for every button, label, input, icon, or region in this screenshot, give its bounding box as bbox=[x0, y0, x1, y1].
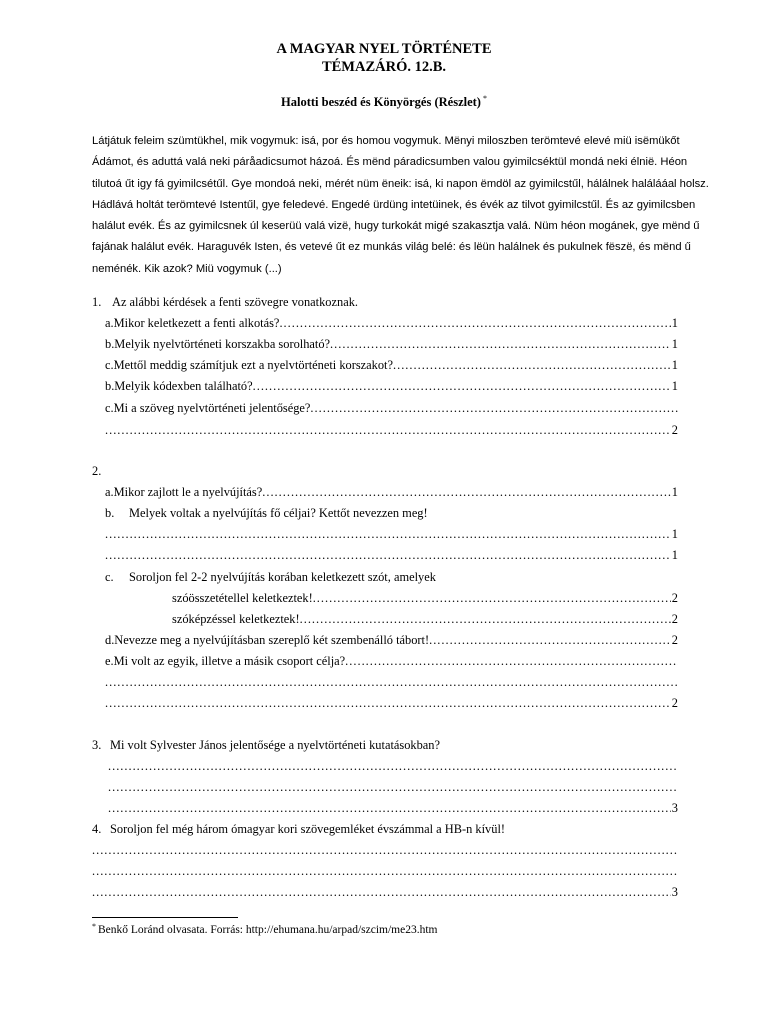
question-text: Soroljon fel még három ómagyar kori szövegemléket évszámmal a HB-n kívül! bbox=[110, 822, 506, 836]
answer-dotted-line[interactable] bbox=[108, 777, 678, 797]
answer-dotted-line[interactable] bbox=[313, 588, 671, 608]
document-subtitle-class: TÉMAZÁRÓ. 12.B. bbox=[321, 59, 447, 75]
question-2c-sub-derivation bbox=[172, 609, 678, 629]
question-number: 4. bbox=[92, 822, 102, 836]
passage-line: tilutoá űt igy fá gyimilcsétűl. Gye mondoá neki, mérét nüm ëneik: isá, ki napon ëmdöl az gyimilcstűl, hálálnek halálááal holsz. bbox=[92, 177, 709, 190]
item-text: Melyik kódexben található? bbox=[114, 379, 253, 393]
question-2c-sub-compound bbox=[172, 588, 678, 608]
answer-dotted-line[interactable] bbox=[330, 334, 671, 354]
question-3 bbox=[92, 735, 678, 755]
answer-dotted-line[interactable] bbox=[92, 840, 678, 860]
answer-dotted-line[interactable] bbox=[300, 609, 671, 629]
item-label: c. bbox=[105, 570, 114, 584]
points-value: 1 bbox=[671, 527, 678, 541]
text-heading-label: Halotti beszéd és Könyörgés (Részlet) bbox=[281, 95, 481, 109]
item-text: Mikor keletkezett a fenti alkotás? bbox=[113, 316, 280, 330]
answer-dotted-line[interactable] bbox=[108, 798, 671, 818]
answer-dotted-line[interactable] bbox=[310, 398, 678, 418]
points-value: 2 bbox=[671, 612, 678, 626]
answer-dotted-line[interactable] bbox=[105, 545, 671, 565]
points-value: 1 bbox=[671, 379, 678, 393]
item-text: Melyik nyelvtörténeti korszakba sorolható? bbox=[114, 337, 331, 351]
points-value: 1 bbox=[671, 485, 678, 499]
footnote-marker: * bbox=[482, 94, 487, 103]
question-1-answer-line bbox=[105, 420, 678, 440]
answer-dotted-line[interactable] bbox=[105, 672, 678, 692]
answer-dotted-line[interactable] bbox=[92, 861, 678, 881]
item-text: Mettől meddig számítjuk ezt a nyelvtörténeti korszakot? bbox=[113, 358, 394, 372]
points-value: 1 bbox=[671, 548, 678, 562]
passage-line: fajának halálut evék. Haraguvék Isten, és vetevé űt ez munkás világ belé: és lëün halálnek és pukulnek fëszë, és mënd ű bbox=[92, 241, 691, 254]
question-3-answer-line bbox=[108, 798, 678, 818]
answer-dotted-line[interactable] bbox=[105, 524, 671, 544]
answer-dotted-line[interactable] bbox=[108, 756, 678, 776]
item-label: a. bbox=[105, 485, 114, 499]
points-value: 1 bbox=[671, 316, 678, 330]
question-text: Mi volt Sylvester János jelentősége a nyelvtörténeti kutatásokban? bbox=[110, 738, 440, 752]
question-3-answer-line bbox=[108, 777, 678, 797]
question-1a bbox=[105, 313, 678, 333]
item-text: Nevezze meg a nyelvújításban szereplő két szembenálló tábort! bbox=[114, 633, 430, 647]
points-value: 1 bbox=[671, 337, 678, 351]
footnote-marker: * bbox=[92, 922, 96, 931]
answer-dotted-line[interactable] bbox=[279, 313, 670, 333]
answer-dotted-line[interactable] bbox=[253, 376, 671, 396]
passage-line: Látjátuk feleim szümtükhel, mik vogymuk: isá, por és homou vogymuk. Mënyi miloszben terömtevé elevé miü isëmükőt bbox=[92, 135, 680, 147]
item-label: d. bbox=[105, 633, 115, 647]
item-label: e. bbox=[105, 654, 114, 668]
question-2b-answer-line bbox=[105, 545, 678, 565]
question-2a bbox=[105, 482, 678, 502]
question-4-answer-line bbox=[92, 861, 678, 881]
passage-line: Ádámot, és aduttá valá neki páråadicsumot házoá. És mënd páradicsumben valou gyimilcséktül mondá neki élnië. Héon bbox=[92, 156, 688, 169]
question-2e-answer-line bbox=[105, 693, 678, 713]
answer-dotted-line[interactable] bbox=[105, 420, 671, 440]
question-2b-answer-line bbox=[105, 524, 678, 544]
answer-dotted-line[interactable] bbox=[262, 482, 671, 502]
item-text: Soroljon fel 2-2 nyelvújítás korában keletkezett szót, amelyek bbox=[129, 570, 436, 584]
question-2e bbox=[105, 651, 678, 671]
item-label: b. bbox=[105, 379, 115, 393]
answer-dotted-line[interactable] bbox=[92, 882, 671, 902]
question-1b bbox=[105, 334, 678, 354]
question-3-answer-line bbox=[108, 756, 678, 776]
points-value: 2 bbox=[671, 633, 678, 647]
question-2d bbox=[105, 630, 678, 650]
points-value: 3 bbox=[671, 801, 678, 815]
item-text: Mikor zajlott le a nyelvújítás? bbox=[113, 485, 263, 499]
item-text: Melyek voltak a nyelvújítás fő céljai? Kettőt nevezzen meg! bbox=[129, 506, 428, 520]
question-1 bbox=[92, 292, 678, 312]
item-label: a. bbox=[105, 316, 114, 330]
old-hungarian-passage bbox=[92, 131, 709, 280]
footnote bbox=[92, 922, 438, 936]
question-2 bbox=[92, 461, 678, 481]
text-heading bbox=[0, 94, 768, 110]
passage-line: halálut evék. És az gyimilcsnek úl keserüü valá vizë, hugy turkokát migé szakasztja valá. Nüm héon mogánek, gye mënd ű bbox=[92, 220, 700, 232]
question-4-answer-line bbox=[92, 840, 678, 860]
passage-line: neménék. Kik azok? Miü vogymuk (...) bbox=[92, 262, 282, 275]
item-text: Mi volt az egyik, illetve a másik csoport célja? bbox=[113, 654, 346, 668]
item-label: c. bbox=[105, 401, 114, 415]
question-4-answer-line bbox=[92, 882, 678, 902]
answer-dotted-line[interactable] bbox=[429, 630, 671, 650]
points-value: 2 bbox=[671, 591, 678, 605]
item-text: szóképzéssel keletkeztek! bbox=[172, 612, 300, 626]
item-label: c. bbox=[105, 358, 114, 372]
question-1c bbox=[105, 355, 678, 375]
item-label: b. bbox=[105, 506, 115, 520]
question-1d bbox=[105, 376, 678, 396]
answer-dotted-line[interactable] bbox=[105, 693, 671, 713]
points-value: 2 bbox=[671, 696, 678, 710]
question-1e bbox=[105, 398, 678, 418]
passage-line: Hádlává holtát terömtevé Istentűl, gye feledevé. Engedé ürdüng intetüinek, és évék az tilvot gyimilcstűl. És az gyimilcsben bbox=[92, 198, 696, 211]
question-number: 2. bbox=[92, 464, 102, 478]
question-4 bbox=[92, 819, 678, 839]
question-2b bbox=[105, 503, 678, 523]
question-number: 3. bbox=[92, 738, 102, 752]
document-title: A MAGYAR NYEL TÖRTÉNETE bbox=[276, 41, 492, 57]
answer-dotted-line[interactable] bbox=[393, 355, 671, 375]
item-label: b. bbox=[105, 337, 115, 351]
question-2c bbox=[105, 567, 678, 587]
item-text: Mi a szöveg nyelvtörténeti jelentősége? bbox=[113, 401, 311, 415]
question-text: Az alábbi kérdések a fenti szövegre vonatkoznak. bbox=[112, 295, 358, 309]
points-value: 2 bbox=[671, 423, 678, 437]
footnote-separator bbox=[92, 917, 238, 918]
answer-dotted-line[interactable] bbox=[345, 651, 678, 671]
points-value: 3 bbox=[671, 885, 678, 899]
footnote-text: Benkő Loránd olvasata. Forrás: http://ehumana.hu/arpad/szcim/me23.htm bbox=[98, 924, 438, 936]
question-number: 1. bbox=[92, 295, 102, 309]
item-text: szóösszetétellel keletkeztek! bbox=[172, 591, 313, 605]
points-value: 1 bbox=[671, 358, 678, 372]
question-2e-answer-line bbox=[105, 672, 678, 692]
